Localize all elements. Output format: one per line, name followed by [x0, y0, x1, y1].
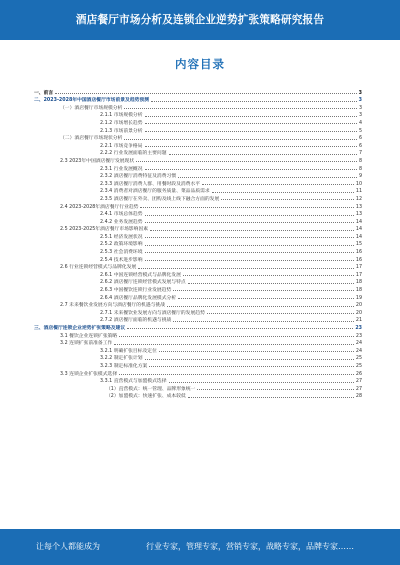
toc-entry-title: 2.6.2 酒店餐厅连锁经营模式发展与特点 [100, 280, 186, 286]
report-title: 酒店餐厅市场分析及连锁企业逆势扩张策略研究报告 [75, 14, 325, 26]
toc-entry-title: 3.2.1 明确扩张目标及定位 [100, 348, 157, 354]
toc-entry-page: 7 [358, 151, 362, 157]
toc-leader-dots [173, 321, 354, 322]
toc-entry-title: 2.6.1 中国连锁经营模式与品牌化发展 [100, 272, 181, 278]
toc-entry-title: （2）加盟模式：快速扩张、成本较低 [106, 394, 186, 400]
toc-leader-dots [145, 131, 357, 132]
toc-entry[interactable] [32, 308, 362, 316]
toc-entry[interactable] [32, 247, 362, 255]
toc-entry-title: 2.3.3 酒店餐厅消费人群、用餐时段及消费水平 [100, 181, 201, 187]
toc-entry[interactable] [32, 172, 362, 180]
toc-entry[interactable] [32, 339, 362, 347]
toc-heading: 内容目录 [175, 57, 225, 71]
toc-entry-title: 2.1.3 市场前景分析 [100, 128, 143, 134]
toc-leader-dots [197, 389, 353, 390]
toc-entry-title: 2.1.1 市场规模分析 [100, 113, 143, 119]
toc-leader-dots [145, 116, 357, 117]
toc-entry-page: 25 [355, 363, 362, 369]
toc-leader-dots [151, 101, 357, 102]
toc-entry-title: 2.4.2 业务发展趋势 [100, 219, 143, 225]
toc-leader-dots [207, 313, 354, 314]
toc-entry-title: 三、酒店餐厅连锁企业逆势扩张策略及建议 [34, 326, 126, 331]
toc-leader-dots [149, 366, 354, 367]
toc-entry-title: 2.3.5 酒店餐厅在外卖、团购及线上线下融合方面的发展 [100, 196, 220, 202]
toc-entry-page: 17 [355, 272, 362, 278]
footer-banner [0, 529, 400, 565]
toc-entry-page: 23 [355, 326, 362, 331]
toc-entry[interactable] [32, 156, 362, 164]
toc-entry-page: 17 [355, 265, 362, 271]
toc-leader-dots [167, 306, 354, 307]
toc-leader-dots [127, 328, 353, 329]
toc-entry-title: 2.5.2 政策环境影响 [100, 242, 143, 248]
toc-entry-page: 16 [355, 257, 362, 263]
toc-entry-title: 3.2.2 制定扩张计划 [100, 356, 143, 362]
toc-entry-page: 9 [358, 174, 362, 180]
toc-entry-page: 21 [355, 318, 362, 324]
toc-entry-title: 2.6 行业连锁经营模式与品牌化发展 [60, 265, 137, 271]
toc-entry[interactable] [32, 346, 362, 354]
toc-entry[interactable] [32, 369, 362, 377]
toc-entry[interactable] [32, 263, 362, 271]
toc-entry[interactable] [32, 111, 362, 119]
toc-entry-title: 3.3 连锁企业扩张模式选择 [60, 371, 118, 377]
toc-entry[interactable] [32, 118, 362, 126]
toc-leader-dots [145, 260, 354, 261]
toc-entry-title: 2.4.1 市场总体趋势 [100, 212, 143, 218]
toc-leader-dots [183, 275, 354, 276]
toc-leader-dots [178, 298, 354, 299]
toc-leader-dots [145, 146, 357, 147]
toc-leader-dots [140, 207, 353, 208]
toc-entry-page: 20 [355, 310, 362, 316]
toc-entry-page: 18 [355, 288, 362, 294]
toc-entry-title: 一、前言 [34, 90, 54, 96]
toc-entry-page: 23 [355, 333, 362, 339]
toc-entry[interactable] [32, 301, 362, 309]
toc-entry[interactable] [32, 149, 362, 157]
toc-entry[interactable] [32, 255, 362, 263]
toc-entry-page: 3 [358, 105, 362, 111]
toc-entry[interactable] [32, 392, 362, 400]
toc-entry-page: 15 [355, 242, 362, 248]
toc-entry-page: 14 [355, 227, 362, 233]
toc-entry[interactable] [32, 270, 362, 278]
toc-entry-title: 3.2.3 制定标准化方案 [100, 363, 148, 369]
toc-entry[interactable] [32, 141, 362, 149]
toc-entry-page: 26 [355, 371, 362, 377]
toc-entry-title: 3.1 餐饮企业连锁扩张策略 [60, 333, 118, 339]
toc-entry-page: 28 [355, 394, 362, 400]
toc-entry[interactable] [32, 88, 362, 96]
toc-entry[interactable] [32, 225, 362, 233]
toc-entry-page: 13 [355, 212, 362, 218]
toc-entry[interactable] [32, 361, 362, 369]
toc-entry[interactable] [32, 194, 362, 202]
toc-entry[interactable] [32, 210, 362, 218]
toc-entry-title: 2.4 2023-2028年酒店餐厅行业趋势 [60, 204, 139, 210]
toc-entry[interactable] [32, 331, 362, 339]
toc-entry-page: 27 [355, 379, 362, 385]
toc-entry-title: 2.1.2 市场增长趋势 [100, 120, 143, 126]
toc-entry-page: 24 [355, 348, 362, 354]
toc-entry[interactable] [32, 384, 362, 392]
toc-entry-page: 16 [355, 250, 362, 256]
toc-entry-title: 2.7.1 未来餐饮业发展方向与酒店餐厅的发展趋势 [100, 310, 205, 316]
toc-entry-page: 25 [355, 356, 362, 362]
toc-entry-title: 2.6.4 酒店餐厅品牌化发展模式分析 [100, 295, 177, 301]
toc-entry[interactable] [32, 240, 362, 248]
toc-entry-page: 10 [355, 181, 362, 187]
toc-entry-page: 19 [355, 295, 362, 301]
toc-entry-title: （一）酒店餐厅市场规模分析 [60, 105, 123, 111]
toc-entry-page: 8 [358, 166, 362, 172]
toc-entry-title: 二、2023-2028年中国酒店餐厅市场前景及趋势预测 [34, 98, 150, 104]
toc-leader-dots [119, 374, 354, 375]
toc-entry-page: 14 [355, 219, 362, 225]
toc-leader-dots [221, 199, 354, 200]
toc-entry[interactable] [32, 202, 362, 210]
toc-entry-title: 2.3 2023年中国酒店餐厅发展现状 [60, 158, 135, 164]
toc-leader-dots [178, 177, 357, 178]
toc-leader-dots [55, 93, 356, 94]
toc-leader-dots [202, 184, 354, 185]
toc-entry[interactable] [32, 217, 362, 225]
toc-entry-page: 20 [355, 303, 362, 309]
toc-entry[interactable] [32, 103, 362, 111]
toc-leader-dots [145, 169, 357, 170]
toc-entry-title: 2.6.3 中国餐饮连锁行业发展趋势 [100, 288, 172, 294]
toc-entry-page: 13 [355, 204, 362, 210]
toc-leader-dots [145, 237, 354, 238]
toc-entry[interactable] [32, 126, 362, 134]
toc-entry-page: 3 [358, 98, 362, 104]
toc-leader-dots [145, 359, 354, 360]
toc-entry-page: 18 [355, 280, 362, 286]
toc-entry[interactable] [32, 187, 362, 195]
toc-entry-title: 2.2.2 行业发展面临的主要问题 [100, 151, 167, 157]
toc-entry-page: 24 [355, 341, 362, 347]
toc-entry-page: 4 [358, 120, 362, 126]
toc-entry[interactable] [32, 134, 362, 142]
toc-leader-dots [138, 268, 354, 269]
toc-entry[interactable] [32, 232, 362, 240]
toc-entry-page: 12 [355, 196, 362, 202]
toc-entry-page: 6 [358, 143, 362, 149]
toc-leader-dots [150, 230, 354, 231]
toc-entry-page: 14 [355, 234, 362, 240]
toc-leader-dots [145, 245, 354, 246]
footer-slogan-right: 行业专家，管理专家，营销专家，战略专家，品牌专家…… [146, 542, 354, 551]
toc-entry[interactable] [32, 285, 362, 293]
toc-entry[interactable] [32, 316, 362, 324]
toc-leader-dots [173, 290, 354, 291]
toc-entry[interactable] [32, 323, 362, 331]
toc-entry[interactable] [32, 164, 362, 172]
toc-entry[interactable] [32, 377, 362, 385]
toc-entry-title: 2.5.4 技术进步影响 [100, 257, 143, 263]
toc-entry-page: 27 [355, 386, 362, 392]
toc-entry-page: 3 [358, 90, 362, 96]
table-of-contents [32, 88, 362, 399]
toc-leader-dots [212, 192, 354, 193]
toc-entry-page: 8 [358, 158, 362, 164]
toc-leader-dots [145, 215, 354, 216]
toc-entry-title: 2.3.1 行业发展概况 [100, 166, 143, 172]
toc-entry-title: 2.3.2 酒店餐厅消费特征及消费习惯 [100, 174, 177, 180]
toc-leader-dots [145, 123, 357, 124]
toc-entry-title: 3.2 连锁扩张前准备工作 [60, 341, 113, 347]
toc-entry-page: 11 [355, 189, 362, 195]
toc-entry-title: 2.2.1 市场竞争格局 [100, 143, 143, 149]
toc-entry[interactable] [32, 96, 362, 104]
toc-entry-title: 2.3.4 消费者对酒店餐厅的服务质量、菜品品质需求 [100, 189, 210, 195]
toc-leader-dots [145, 252, 354, 253]
toc-leader-dots [124, 139, 357, 140]
toc-leader-dots [169, 382, 354, 383]
toc-entry-title: 2.5 2023-2025年酒店餐厅市场影响因素 [60, 227, 149, 233]
toc-leader-dots [159, 351, 354, 352]
toc-entry[interactable] [32, 278, 362, 286]
toc-leader-dots [124, 108, 357, 109]
toc-entry-title: （1）直营模式：统一管理、品牌形象统一 [106, 386, 196, 392]
toc-entry[interactable] [32, 354, 362, 362]
toc-entry-page: 5 [358, 128, 362, 134]
toc-entry-page: 6 [358, 136, 362, 142]
toc-entry-title: （二）酒店餐厅市场现状分析 [60, 136, 123, 142]
toc-leader-dots [169, 154, 357, 155]
toc-entry-title: 2.5.1 经济发展状况 [100, 234, 143, 240]
toc-entry[interactable] [32, 179, 362, 187]
toc-entry-title: 2.7.2 酒店餐厅面临的机遇与挑战 [100, 318, 172, 324]
toc-entry-title: 2.7 未来餐饮业发展方向与酒店餐厅的机遇与挑战 [60, 303, 166, 309]
toc-leader-dots [188, 397, 354, 398]
toc-leader-dots [145, 222, 354, 223]
footer-slogan-left: 让每个人都能成为 [36, 542, 100, 551]
toc-entry[interactable] [32, 293, 362, 301]
toc-entry-title: 3.3.1 直营模式与加盟模式选择 [100, 379, 167, 385]
toc-leader-dots [114, 344, 354, 345]
toc-entry-page: 3 [358, 113, 362, 119]
toc-leader-dots [136, 161, 357, 162]
toc-leader-dots [188, 283, 354, 284]
toc-entry-title: 2.5.3 社会消费环境 [100, 250, 143, 256]
report-header-banner [0, 0, 400, 40]
toc-leader-dots [119, 336, 354, 337]
